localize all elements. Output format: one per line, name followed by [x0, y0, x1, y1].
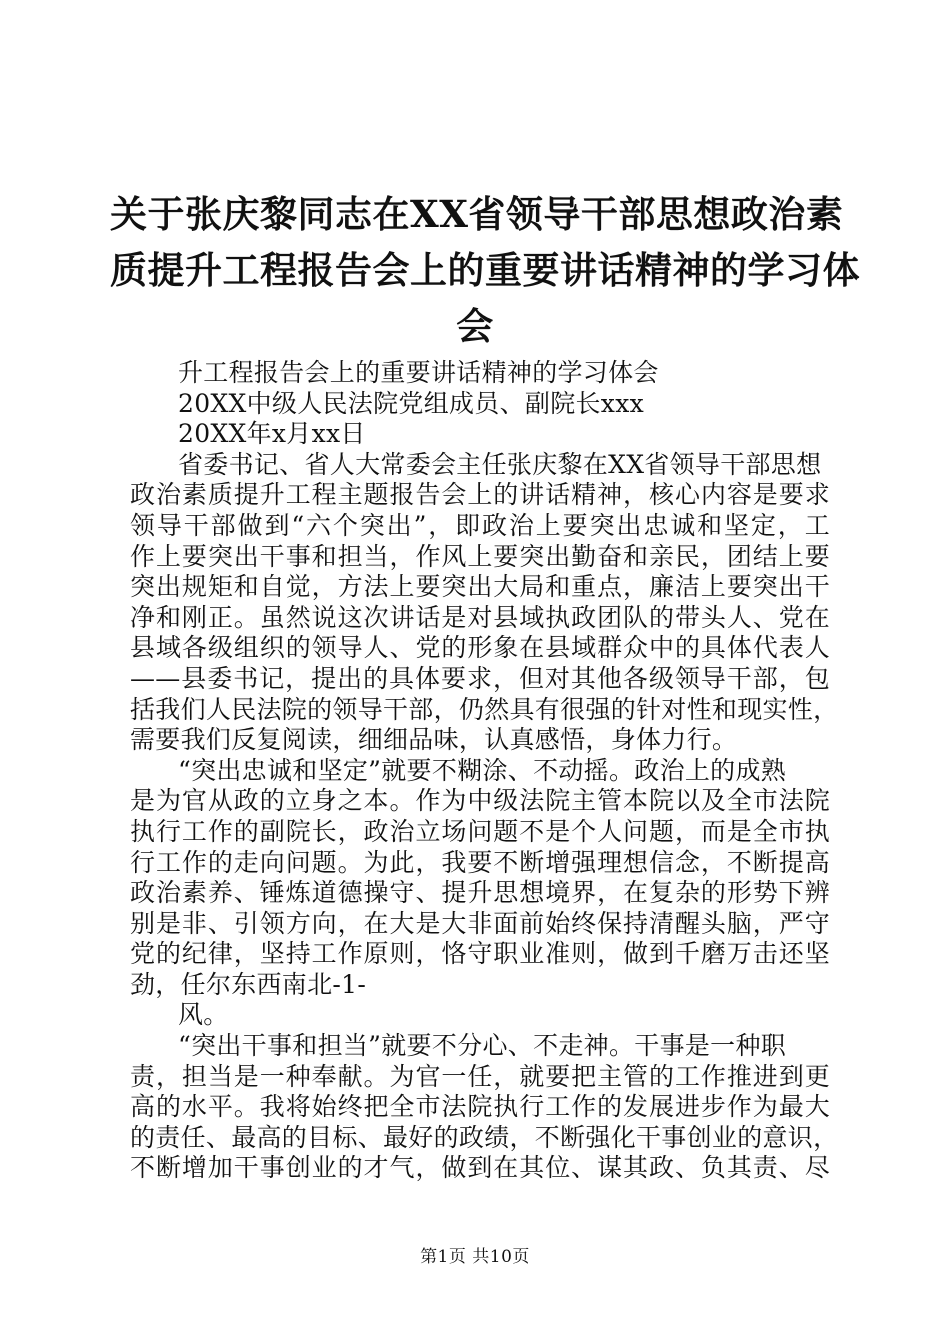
body-line: 括我们人民法院的领导干部，仍然具有很强的针对性和现实性，: [130, 694, 839, 724]
page-footer: 第1页 共10页: [420, 1247, 530, 1267]
body-line: ——县委书记，提出的具体要求，但对其他各级领导干部，包: [130, 663, 830, 693]
body-line: 别是非、引领方向，在大是大非面前始终保持清醒头脑，严守: [130, 908, 830, 938]
body-line: 执行工作的副院长，政治立场问题不是个人问题，而是全市执: [130, 816, 830, 846]
document-body: [130, 358, 839, 1184]
body-line: 是为官从政的立身之本。作为中级法院主管本院以及全市法院: [130, 786, 830, 816]
body-line: 劲，任尔东西南北-1-: [130, 969, 367, 999]
author-line: 20XX中级人民法院党组成员、副院长xxx: [178, 388, 645, 418]
body-line: 领导干部做到“六个突出”，即政治上要突出忠诚和坚定，工: [130, 510, 830, 540]
title-line: 关于张庆黎同志在XX省领导干部思想政治素: [110, 192, 844, 236]
body-line: 政治素质提升工程主题报告会上的讲话精神，核心内容是要求: [130, 480, 830, 510]
document-title: [110, 186, 860, 354]
body-line: 的责任、最高的目标、最好的政绩，不断强化干事创业的意识，: [130, 1122, 839, 1152]
body-line: 突出规矩和自觉，方法上要突出大局和重点，廉洁上要突出干: [130, 572, 830, 602]
body-line: 行工作的走向问题。为此，我要不断增强理想信念，不断提高: [130, 847, 830, 877]
body-line: 作上要突出干事和担当，作风上要突出勤奋和亲民，团结上要: [130, 541, 830, 571]
body-line: 净和刚正。虽然说这次讲话是对县域执政团队的带头人、党在: [130, 602, 830, 632]
body-line: 责，担当是一种奉献。为官一任，就要把主管的工作推进到更: [130, 1061, 830, 1091]
subtitle-line: 升工程报告会上的重要讲话精神的学习体会: [178, 358, 659, 387]
body-line: 政治素养、锤炼道德操守、提升思想境界，在复杂的形势下辨: [130, 878, 830, 908]
body-line: 需要我们反复阅读，细细品味，认真感悟，身体力行。: [130, 725, 738, 755]
body-line: 县域各级组织的领导人、党的形象在县域群众中的具体代表人: [130, 633, 830, 663]
body-line: 高的水平。我将始终把全市法院执行工作的发展进步作为最大: [130, 1092, 830, 1122]
body-line: 党的纪律，坚持工作原则，恪守职业准则，做到千磨万击还坚: [130, 939, 830, 969]
title-line: 会: [456, 304, 494, 348]
title-line: 质提升工程报告会上的重要讲话精神的学习体: [110, 248, 860, 292]
body-line: 不断增加干事创业的才气，做到在其位、谋其政、负其责、尽: [130, 1153, 830, 1183]
body-line: 省委书记、省人大常委会主任张庆黎在XX省领导干部思想: [178, 449, 822, 479]
date-line: 20XX年x月xx日: [178, 419, 366, 449]
body-line: “突出忠诚和坚定”就要不糊涂、不动摇。政治上的成熟: [178, 755, 787, 785]
body-line: “突出干事和担当”就要不分心、不走神。干事是一种职: [178, 1031, 787, 1061]
body-line: 风。: [178, 1000, 229, 1030]
